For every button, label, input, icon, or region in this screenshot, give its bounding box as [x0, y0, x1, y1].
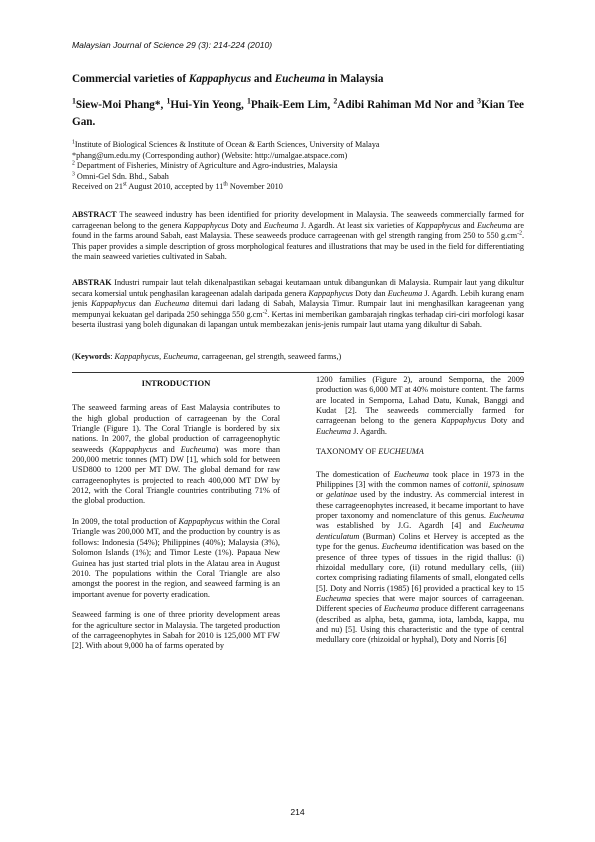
keywords: (Keywords: Kappaphycus, Eucheuma, carrageenan, gel strength, seaweed farms,)	[72, 352, 342, 361]
taxonomy-heading: TAXONOMY OF EUCHEUMA	[316, 447, 424, 457]
paragraph: In 2009, the total production of Kappaphycus within the Coral Triangle was 200,000 MT, and the production by country is as follows: Indonesia (54%); Philippines (40%); Malaysia (3%), Solomon Islands (1%); and Timor Leste (1%). Papaua New Guinea has just started trial plots in the Alatau area in August 2010. The populations within the Coral Triangle are also amongst the poorest in the region, and seaweed farming is an important avenue for poverty eradication.	[72, 517, 281, 599]
paragraph: The seaweed farming areas of East Malaysia contributes to the high global production of carrageenan by the Coral Triangle (Figure 1). The Coral Triangle is bordered by six nations. In 2007, the global production of carrageenophytic seaweeds (Kappaphycus and Eucheuma) was more than 200,000 metric tonnes (MT) DW [1], which sold for between USD800 to 1200 per MT DW. The global demand for raw carrageenophytes is projected to reach 400,000 MT DW by 2012, with the Coral Triangle countries contributing 71% of the global production.	[72, 403, 280, 506]
author: $^3$Kian Tee Gan.	[72, 96, 524, 128]
author: $^2$Adibi Rahiman Md Nor and	[333, 96, 478, 111]
paragraph: 1200 families (Figure 2), around Semporna, the 2009 production was 6,000 MT at 40% moisture content. The farms are located in Semporna, Lahad Datu, Kunak, Banggi and Kudat [2]. The seaweeds commercially farmed for carrageenan belong to the genera Kappaphycus Doty and Eucheuma J. Agardh.	[316, 375, 524, 436]
author: $^1$Hui-Yin Yeong,	[166, 96, 247, 111]
page-number: 214	[290, 807, 305, 817]
corresponding-email: *phang@um.edu.my (Corresponding author) (Website: http://umalgae.atspace.com)	[72, 150, 348, 160]
author: $^1$Siew-Moi Phang*,	[72, 96, 167, 111]
affiliation-2: $^2$ Department of Fisheries, Ministry of Agriculture and Agro-industries, Malaysia	[72, 160, 338, 171]
section-divider	[72, 372, 524, 373]
paragraph: Seaweed farming is one of three priority development areas for the agriculture sector in Malaysia. The targeted production of the carrageenophytes in Sabah for 2010 is 125,000 MT FW [2]. With about 9,000 ha of farms operated by	[72, 610, 280, 651]
affiliation-1: $^1$Institute of Biological Sciences & Institute of Ocean & Earth Sciences, University of Malaya	[72, 139, 380, 149]
right-column	[316, 375, 524, 656]
author-list	[72, 97, 524, 131]
paragraph: The domestication of Eucheuma took place in 1973 in the Philippines [3] with the common names of cottonii, spinosum or gelatinae used by the industry. As commercial interest in these carrageenophytes increased, it became important to have proper taxonomy and nomenclature of this genus. Eucheuma was established by J.G. Agardh [4] and Eucheuma denticulatum (Burman) Colins et Hervey is accepted as the type for the genus. Eucheuma identification was based on the presence of three types of tissues in the rigid thallus: (i) rhizoidal medullary core, (ii) rotund medullary cells, (iii) cortex comprising radiating filaments of small, elongated cells [5]. Doty and Norris (1985) [6] provided a practical key to 15 Eucheuma species that were major sources of carrageenan. Different species of Eucheuma produce different carrageenans (described as alpha, beta, gamma, iota, lambda, kappa, mu and nu) [5]. Using this characteristic and the type of central medullary core (rhizoidal or hyphal), Doty and Norris [6]	[316, 469, 525, 645]
abstrak-label: ABSTRAK	[72, 278, 112, 287]
journal-header: Malaysian Journal of Science 29 (3): 214-224 (2010)	[72, 40, 273, 50]
left-column	[72, 378, 280, 662]
introduction-heading: INTRODUCTION	[141, 378, 211, 388]
abstrak: ABSTRAK Industri rumpair laut telah dikenalpastikan sebagai keutamaan untuk dibangunkan di Malaysia. Rumpair laut yang dikultur secara komersial untuk penghasilan karageenan adalah daripada genera Kappaphycus Doty dan Eucheuma J. Agardh. Lebih kurang enam jenis Kappaphycus dan Eucheuma ditemui dari ladang di Sabah, Malaysia Timur. Rumpair laut ini menghasilkan karageenan yang mempunyai kekuatan gel daripada 250 sehingga 550 $g.cm^{-2}$. Kertas ini memberikan gambarajah ringkas terhadap ciri-ciri morfologi kasar beserta ilustrasi yang boleh digunakan di lapangan untuk membezakan jenis-jenis rumpair laut utama yang dikultur di Sabah.	[72, 278, 524, 330]
affiliations	[72, 140, 524, 193]
abstract-label: ABSTRACT	[72, 210, 117, 219]
affiliation-3: $^3$ Omni-Gel Sdn. Bhd., Sabah	[72, 171, 169, 181]
received-date: Received on 21st August 2010, accepted by 11th November 2010	[72, 181, 283, 192]
paper-title: Commercial varieties of Kappaphycus and Eucheuma in Malaysia	[72, 73, 384, 85]
abstract: ABSTRACT The seaweed industry has been identified for priority development in Malaysia. The seaweeds commercially farmed for carrageenan belong to the genera Kappaphycus Doty and Eucheuma J. Agardh. At least six varieties of Kappaphycus and Eucheuma are found in the farms around Sabah, east Malaysia. These seaweeds produce carrageenan with gel strength ranging from 250 to 550 $g.cm^{-2}$. This paper provides a simple description of gross morphological features and illustrations that may be used in the field for differentiating the main seaweed varieties cultivated in Sabah.	[72, 210, 524, 262]
author: $^1$Phaik-Eem Lim,	[247, 96, 334, 111]
